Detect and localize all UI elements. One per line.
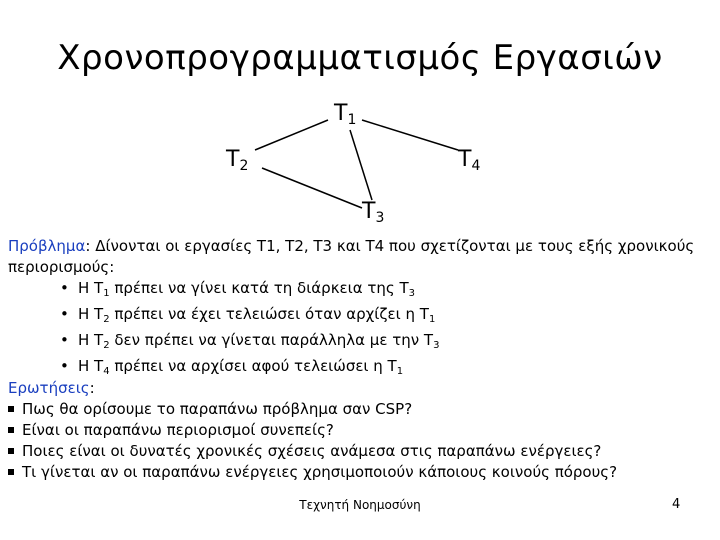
square-bullet-icon: [8, 469, 14, 475]
edge-t2-t3: [262, 168, 362, 208]
square-bullet-icon: [8, 427, 14, 433]
problem-intro: [8, 236, 712, 278]
question-item: Είναι οι παραπάνω περιορισμοί συνεπείς?: [8, 420, 712, 441]
node-t3: $T_3$: [362, 199, 385, 226]
constraint-list: [8, 278, 712, 382]
questions-heading: Ερωτήσεις:: [8, 379, 95, 397]
bullet-icon: •: [60, 305, 69, 323]
slide-title: Χρονοπρογραμματισμός Εργασιών: [57, 38, 663, 78]
edge-t1-t3: [350, 130, 372, 200]
constraint-item: • Η $T_2$ πρέπει να έχει τελειώσει όταν αρχίζει η $T_1$: [60, 305, 436, 325]
question-item: Τι γίνεται αν οι παραπάνω ενέργειες χρησιμοποιούν κάποιους κοινούς πόρους?: [8, 462, 712, 483]
questions-section: [8, 378, 712, 483]
square-bullet-icon: [8, 406, 14, 412]
square-bullet-icon: [8, 448, 14, 454]
bullet-icon: •: [60, 357, 69, 375]
bullet-icon: •: [60, 279, 69, 297]
constraint-item: • Η $T_2$ δεν πρέπει να γίνεται παράλληλα με την $T_3$: [60, 331, 440, 351]
page-number: 4: [672, 497, 681, 512]
edge-t1-t2: [255, 120, 328, 150]
question-item: Πως θα ορίσουμε το παραπάνω πρόβλημα σαν CSP?: [8, 399, 712, 420]
constraint-item: • Η $T_4$ πρέπει να αρχίσει αφού τελειώσει η $T_1$: [60, 357, 404, 377]
constraint-item: • Η $T_1$ πρέπει να γίνει κατά τη διάρκεια της $T_3$: [60, 279, 416, 299]
slide-footer: Τεχνητή Νοημοσύνη: [299, 498, 421, 512]
edge-t1-t4: [362, 120, 458, 150]
node-t1: $T_1$: [334, 101, 357, 128]
bullet-icon: •: [60, 331, 69, 349]
problem-statement: [8, 236, 712, 382]
node-t4: $T_4$: [458, 147, 481, 174]
problem-label: Πρόβλημα: [8, 237, 86, 255]
question-item: Ποιες είναι οι δυνατές χρονικές σχέσεις ανάμεσα στις παραπάνω ενέργειες?: [8, 441, 712, 462]
problem-text: : Δίνονται οι εργασίες T1, T2, T3 και T4 που σχετίζονται με τους εξής χρονικούς περιορισμούς:: [8, 237, 695, 276]
node-t2: $T_2$: [226, 147, 249, 174]
